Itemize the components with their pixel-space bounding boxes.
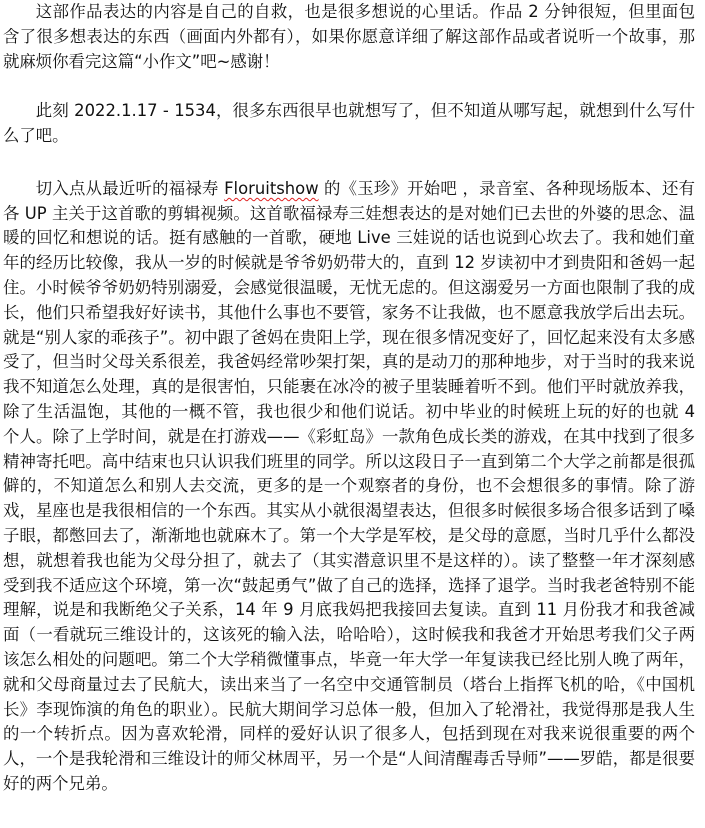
spellcheck-flagged-word: Floruitshow bbox=[224, 178, 319, 198]
story-text-start: 切入点从最近听的福禄寿 bbox=[35, 178, 225, 198]
story-text-rest: 的《玉珍》开始吧 ，录音室、各种现场版本、还有各 UP 主关于这首歌的剪辑视频。这首歌福禄寿三娃想表达的是对她们已去世的外婆的思念、温暖的回忆和想说的话。挺有感触的一首歌，硬地 Live 三娃说的话也说到心坎去了。我和她们童年的经历比较像，我从一岁的时候就是爷爷奶奶带大的，直到 12 岁读初中才到贵阳和爸妈一起住。小时候爷爷奶奶特别溺爱，会感觉很温暖，无忧无虑的。但这溺爱另一方面也限制了我的成长，他们只希望我好好读书，其他什么事也不要管，家务不让我做，也不愿意我放学后出去玩。就是“别人家的乖孩子”。初中跟了爸妈在贵阳上学，现在很多情况变好了，回忆起来没有太多感受了，但当时父母关系很差，我爸妈经常吵架打架，真的是动刀的那种地步，对于当时的我来说我不知道怎么处理，真的是很害怕，只能裹在冰冷的被子里装睡着听不到。他们平时就放养我，除了生活温饱，其他的一概不管，我也很少和他们说话。初中毕业的时候班上玩的好的也就 4 个人。除了上学时间，就是在打游戏——《彩虹岛》一款角色成长类的游戏，在其中找到了很多精神寄托吧。高中结束也只认识我们班里的同学。所以这段日子一直到第二个大学之前都是很孤僻的，不知道怎么和别人去交流，更多的是一个观察者的身份，也不会想很多的事情。除了游戏，星座也是我很相信的一个东西。其实从小就很渴望表达，但很多时候很多场合很多话到了嗓子眼，都憋回去了，渐渐地也就麻木了。第一个大学是军校，是父母的意愿，当时几乎什么都没想，就想着我也能为父母分担了，就去了（其实潜意识里不是这样的）。读了整整一年才深刻感受到我不适应这个环境，第一次“鼓起勇气”做了自己的选择，选择了退学。当时我老爸特别不能理解，说是和我断绝父子关系，14 年 9 月底我妈把我接回去复读。直到 11 月份我才和我爸减面（一看就玩三维设计的，这该死的输入法，哈哈哈），这时候我和我爸才开始思考我们父子两该怎么相处的问题吧。第二个大学稍微懂事点，毕竟一年大学一年复读我已经比别人晚了两年，就和父母商量过去了民航大，读出来当了一名空中交通管制员（塔台上指挥飞机的哈，《中国机长》李现饰演的角色的职业）。民航大期间学习总体一般，但加入了轮滑社，我觉得那是我人生的一个转折点。因为喜欢轮滑，同样的爱好认识了很多人，包括到现在对我来说很重要的两个人，一个是我轮滑和三维设计的师父林周平，另一个是“人间清醒毒舌导师”——罗皓，都是很要好的两个兄弟。 bbox=[3, 178, 696, 793]
document-body bbox=[3, 0, 695, 797]
paragraph-intro: 这部作品表达的内容是自己的自救，也是很多想说的心里话。作品 2 分钟很短，但里面包含了很多想表达的东西（画面内外都有），如果你愿意详细了解这部作品或者说听一个故事，那就麻烦你看完这篇“小作文”吧~感谢！ bbox=[3, 2, 695, 71]
paragraph-story bbox=[3, 177, 695, 797]
paragraph-date: 此刻 2022.1.17 - 1534，很多东西很早也就想写了，但不知道从哪写起，就想到什么写什么了吧。 bbox=[3, 101, 695, 145]
